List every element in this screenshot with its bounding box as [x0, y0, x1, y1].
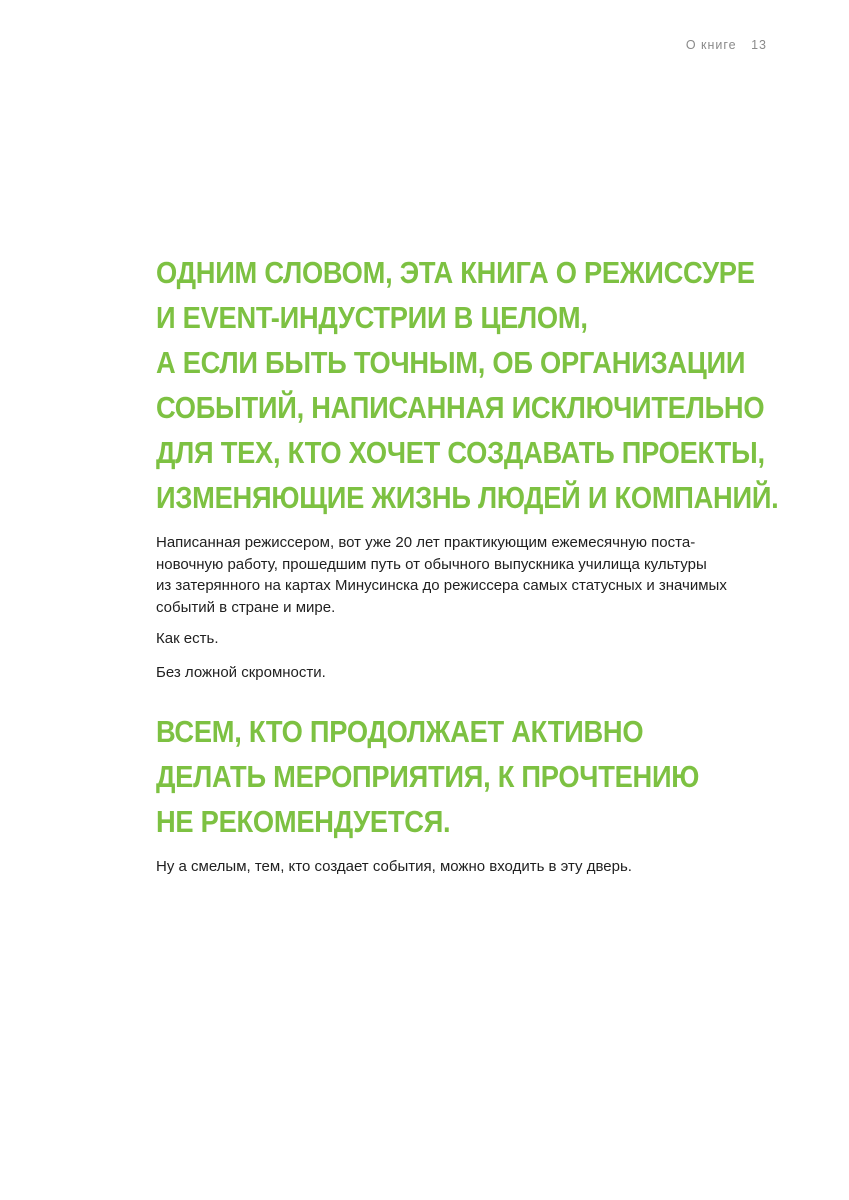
closing-paragraph: Ну а смелым, тем, кто создает события, можно входить в эту дверь. — [156, 858, 632, 875]
page-number: 13 — [751, 38, 767, 52]
paragraph-line: новочную работу, прошедшим путь от обычного выпускника училища культуры — [156, 555, 707, 573]
headline-1-text — [156, 250, 779, 520]
headline-line: ДЛЯ ТЕХ, КТО ХОЧЕТ СОЗДАВАТЬ ПРОЕКТЫ, — [156, 435, 765, 470]
headline-line: ОДНИМ СЛОВОМ, ЭТА КНИГА О РЕЖИССУРЕ — [156, 255, 755, 290]
closing-text — [156, 856, 776, 890]
body-paragraph-3: Без ложной скромности. — [156, 663, 326, 681]
section-title: О книге — [685, 38, 737, 52]
body-paragraph-1 — [156, 532, 776, 618]
paragraph-line: Написанная режиссером, вот уже 20 лет практикующим ежемесячную поста- — [156, 534, 696, 551]
headline-2 — [156, 709, 776, 844]
headline-2-text — [156, 709, 702, 844]
body-text — [156, 532, 776, 695]
headline-line: И EVENT-ИНДУСТРИИ В ЦЕЛОМ, — [156, 300, 588, 335]
headline-line: НЕ РЕКОМЕНДУЕТСЯ. — [156, 804, 451, 839]
running-head — [686, 38, 767, 52]
headline-line: ДЕЛАТЬ МЕРОПРИЯТИЯ, К ПРОЧТЕНИЮ — [156, 759, 700, 794]
headline-1 — [156, 250, 779, 520]
headline-line: А ЕСЛИ БЫТЬ ТОЧНЫМ, ОБ ОРГАНИЗАЦИИ — [156, 345, 746, 380]
body-paragraph-2: Как есть. — [156, 630, 219, 647]
headline-line: ВСЕМ, КТО ПРОДОЛЖАЕТ АКТИВНО — [156, 714, 644, 749]
headline-line: СОБЫТИЙ, НАПИСАННАЯ ИСКЛЮЧИТЕЛЬНО — [156, 390, 765, 425]
paragraph-line: событий в стране и мире. — [156, 598, 336, 616]
paragraph-line: из затерянного на картах Минусинска до режиссера самых статусных и значимых — [156, 577, 727, 594]
headline-line: ИЗМЕНЯЮЩИЕ ЖИЗНЬ ЛЮДЕЙ И КОМПАНИЙ. — [156, 480, 779, 515]
